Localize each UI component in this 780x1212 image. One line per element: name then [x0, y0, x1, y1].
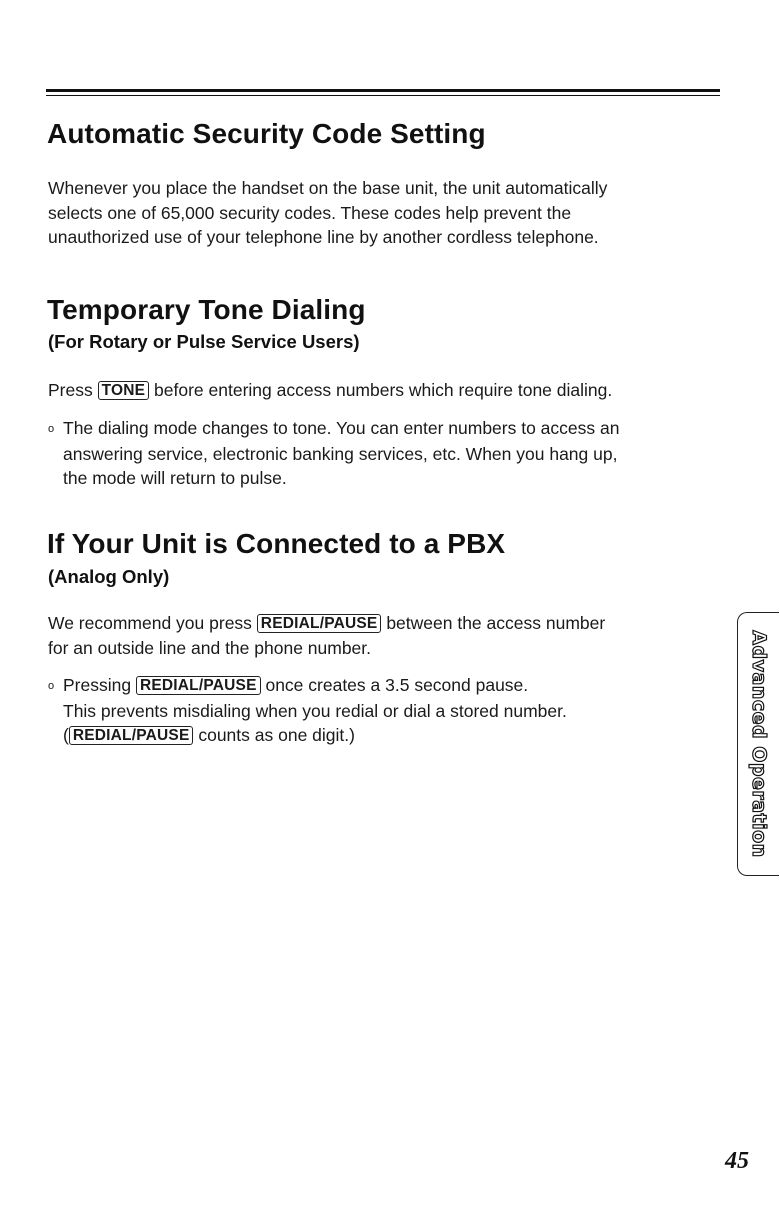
- side-tab-advanced-operation: [737, 612, 779, 876]
- section-subtitle-pbx: (Analog Only): [48, 566, 170, 587]
- section-subtitle-tone-dialing: (For Rotary or Pulse Service Users): [48, 331, 360, 352]
- paragraph-line: [48, 611, 605, 636]
- security-code-paragraph: [48, 176, 607, 250]
- section-title-tone-dialing: Temporary Tone Dialing: [47, 294, 366, 325]
- redial-pause-key: REDIAL/PAUSE: [69, 726, 194, 745]
- tone-press-instruction: [48, 378, 612, 403]
- redial-pause-key: REDIAL/PAUSE: [136, 676, 261, 695]
- bullet-line: This prevents misdialing when you redial or dial a stored number.: [63, 700, 567, 721]
- press-suffix: before entering access numbers which require tone dialing.: [149, 380, 613, 400]
- paragraph-line: for an outside line and the phone number.: [48, 637, 372, 658]
- bullet-icon: o: [48, 423, 55, 435]
- bullet-line: the mode will return to pulse.: [63, 468, 287, 488]
- pbx-bullet: [48, 673, 567, 748]
- paren-open: (: [63, 725, 69, 745]
- pbx-paragraph: [48, 611, 605, 660]
- paragraph-line: selects one of 65,000 security codes. These codes help prevent the: [48, 202, 572, 223]
- top-rule-thin: [46, 95, 720, 96]
- bullet-line: [48, 723, 567, 748]
- page-number: 45: [725, 1148, 749, 1174]
- bullet-prefix: Pressing: [63, 675, 136, 695]
- press-prefix: Press: [48, 380, 98, 400]
- bullet-line: The dialing mode changes to tone. You can enter numbers to access an: [63, 418, 620, 438]
- paragraph-line: unauthorized use of your telephone line by another cordless telephone.: [48, 227, 599, 247]
- line-suffix: between the access number: [381, 613, 606, 633]
- line-prefix: We recommend you press: [48, 613, 257, 633]
- redial-pause-key: REDIAL/PAUSE: [257, 614, 382, 633]
- side-tab-label: Advanced Operation: [747, 630, 770, 858]
- bullet-line-suffix: counts as one digit.): [193, 725, 355, 745]
- tone-key: TONE: [98, 381, 150, 400]
- bullet-line: answering service, electronic banking services, etc. When you hang up,: [63, 443, 618, 464]
- bullet-suffix: once creates a 3.5 second pause.: [260, 675, 529, 695]
- paragraph-line: Whenever you place the handset on the base unit, the unit automatically: [48, 178, 608, 198]
- section-title-pbx: If Your Unit is Connected to a PBX: [47, 528, 506, 559]
- tone-bullet: [48, 416, 619, 491]
- bullet-icon: o: [48, 680, 55, 692]
- section-title-security-code: Automatic Security Code Setting: [47, 118, 486, 149]
- top-rule-thick: [46, 89, 720, 92]
